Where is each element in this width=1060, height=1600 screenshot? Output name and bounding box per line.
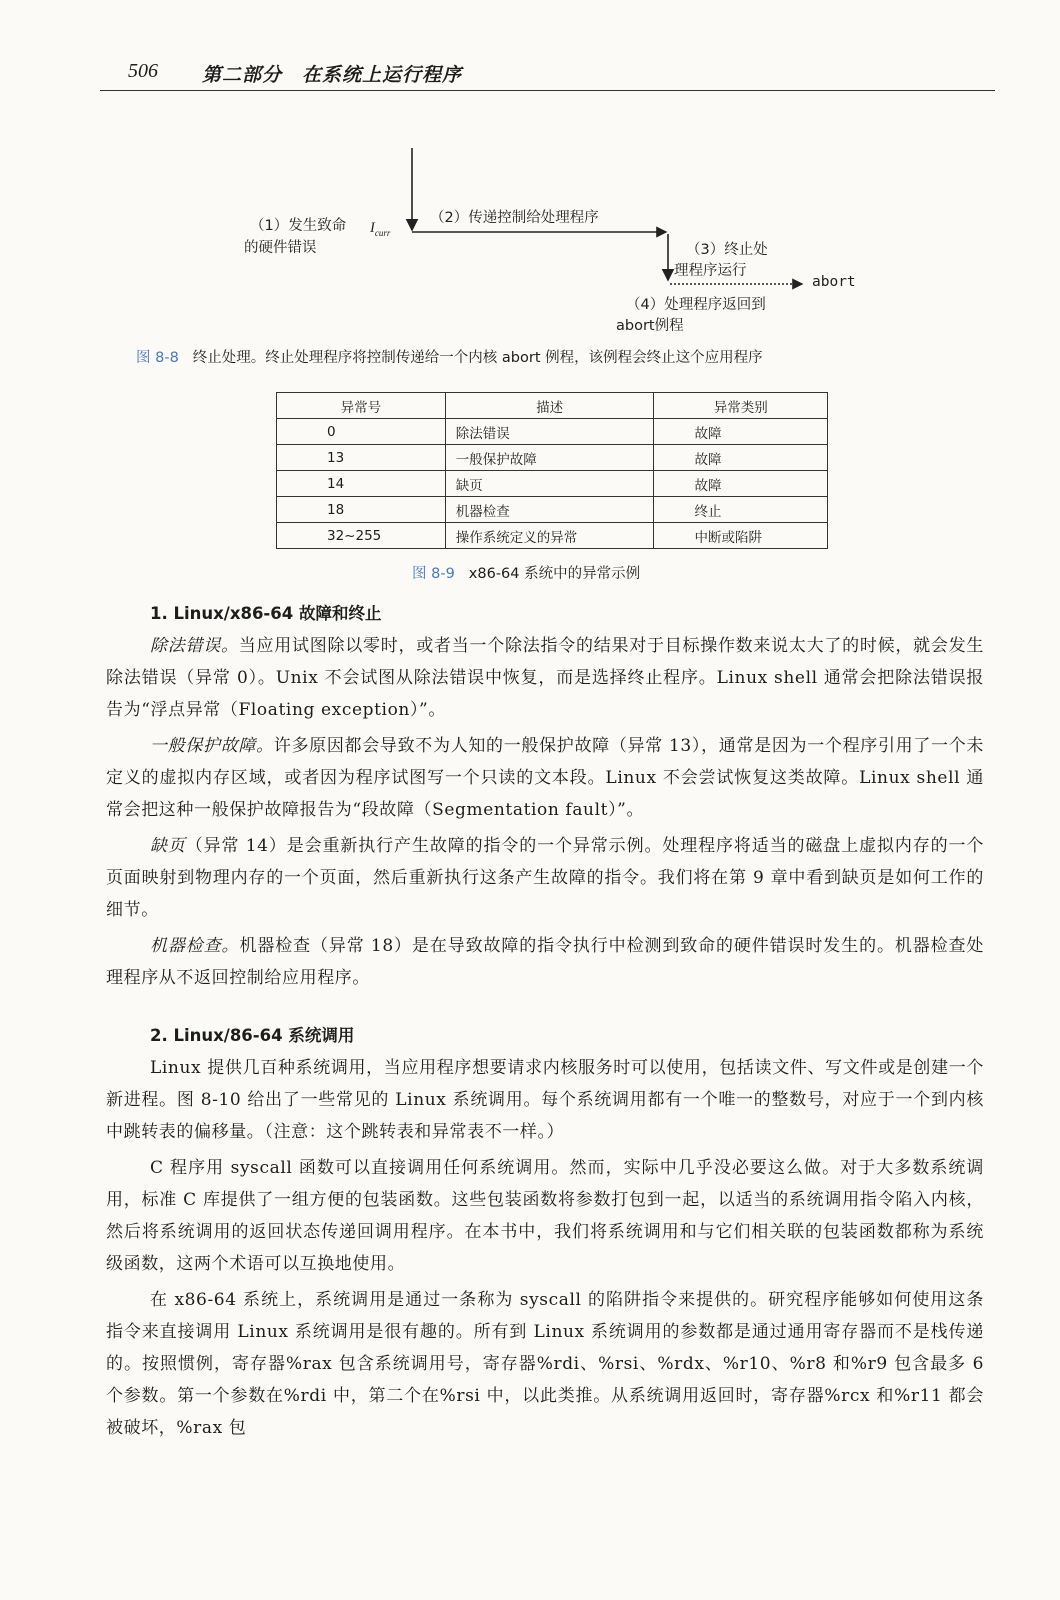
figure-8-9-number: 图 8-9 [412,566,455,582]
label-handler-line2: 理程序运行 [674,263,747,279]
paragraph-machine-check: 机器检查。机器检查（异常 18）是在导致故障的指令执行中检测到致命的硬件错误时发生的。机器检查处理程序从不返回控制给应用程序。 [106,936,984,988]
term-page-fault: 缺页 [150,836,186,856]
cell-class: 故障 [654,445,828,471]
term-divide-error: 除法错误。 [150,636,239,656]
cell-class: 中断或陷阱 [654,523,828,549]
table-header-row [277,393,828,419]
paragraph-syscall-registers: 在 x86-64 系统上，系统调用是通过一条称为 syscall 的陷阱指令来提供的。研究程序能够如何使用这条指令来直接调用 Linux 系统调用是很有趣的。所有到 Linux 系统调用的参数都是通过通用寄存器而不是栈传递的。按照惯例，寄存器%rax 包含系统调用号，寄存器%rdi、%rsi、%rdx、%r10、%r8 和%r9 包含最多 6 个参数。第一个参数在%rdi 中，第二个在%rsi 中，以此类推。从系统调用返回时，寄存器%rcx 和%r11 都会被破坏，%rax 包 [106,1290,984,1438]
cell-class: 故障 [654,471,828,497]
paragraph-general-protection: 一般保护故障。许多原因都会导致不为人知的一般保护故障（异常 13），通常是因为一个程序引用了一个未定义的虚拟内存区域，或者因为程序试图写一个只读的文本段。Linux 不会尝试恢复这类故障。Linux shell 通常会把这种一般保护故障报告为“段故障（Segmentation fault）”。 [106,736,985,820]
label-handler-line1: （3）终止处 [686,242,768,258]
section-2-heading: 2. Linux/86-64 系统调用 [150,1026,355,1045]
page-number: 506 [128,60,158,82]
table-row [277,497,828,523]
abort-handling-diagram [230,142,910,342]
cell-number: 18 [277,497,446,523]
cell-description: 操作系统定义的异常 [445,523,654,549]
label-pass-control: （2）传递控制给处理程序 [430,210,599,226]
figure-8-9-text: x86-64 系统中的异常示例 [468,566,641,582]
diagram-arrows [230,142,910,342]
header-exception-class: 异常类别 [654,393,828,419]
label-return-line1: （4）处理程序返回到 [626,297,766,313]
table-row [277,419,828,445]
running-header [100,56,995,91]
label-fault-line2: 的硬件错误 [244,240,317,256]
part-title: 第二部分 在系统上运行程序 [202,64,463,86]
header-description: 描述 [445,393,654,419]
table-row [277,523,828,549]
cell-number: 14 [277,471,446,497]
cell-number: 0 [277,419,446,445]
paragraph-syscall-wrappers: C 程序用 syscall 函数可以直接调用任何系统调用。然而，实际中几乎没必要这么做。对于大多数系统调用，标准 C 库提供了一组方便的包装函数。这些包装函数将参数打包到一起，以适当的系统调用指令陷入内核，然后将系统调用的返回状态传递回调用程序。在本书中，我们将系统调用和与它们相关联的包装函数都称为系统级函数，这两个术语可以互换地使用。 [106,1158,984,1274]
term-general-protection: 一般保护故障。 [150,736,274,756]
term-machine-check: 机器检查。 [150,936,240,956]
paragraph-divide-error: 除法错误。当应用试图除以零时，或者当一个除法指令的结果对于目标操作数来说太大了的时候，就会发生除法错误（异常 0）。Unix 不会试图从除法错误中恢复，而是选择终止程序。Linux shell 通常会把除法错误报告为“浮点异常（Floating exception）”。 [106,636,985,720]
figure-8-9-caption [412,562,640,583]
figure-8-8-text: 终止处理。终止处理程序将控制传递给一个内核 abort 例程，该例程会终止这个应用程序 [192,350,763,366]
section-2-body [106,1052,984,1444]
cell-number: 32~255 [277,523,446,549]
paragraph-page-fault: 缺页（异常 14）是会重新执行产生故障的指令的一个异常示例。处理程序将适当的磁盘上虚拟内存的一个页面映射到物理内存的一个页面，然后重新执行这条产生故障的指令。我们将在第 9 章中看到缺页是如何工作的细节。 [106,836,984,920]
label-icurr: $I_{curr}$ [370,220,391,238]
figure-8-8-number: 图 8-8 [136,350,179,366]
cell-class: 故障 [654,419,828,445]
cell-description: 除法错误 [445,419,654,445]
table-row [277,471,828,497]
table-row [277,445,828,471]
cell-description: 一般保护故障 [445,445,654,471]
section-1-heading: 1. Linux/x86-64 故障和终止 [150,604,382,623]
cell-description: 机器检查 [445,497,654,523]
paragraph-syscalls-intro: Linux 提供几百种系统调用，当应用程序想要请求内核服务时可以使用，包括读文件、写文件或是创建一个新进程。图 8-10 给出了一些常见的 Linux 系统调用。每个系统调用都有一个唯一的整数号，对应于一个到内核中跳转表的偏移量。（注意：这个跳转表和异常表不一样。） [106,1058,984,1142]
section-1-body [106,630,984,994]
figure-8-8-caption [136,346,763,367]
cell-description: 缺页 [445,471,654,497]
label-fault-line1: （1）发生致命 [250,218,347,234]
label-abort: abort [812,274,856,290]
cell-class: 终止 [654,497,828,523]
header-exception-number: 异常号 [277,393,446,419]
label-return-line2: abort例程 [616,318,684,334]
cell-number: 13 [277,445,446,471]
exception-table [276,392,828,549]
